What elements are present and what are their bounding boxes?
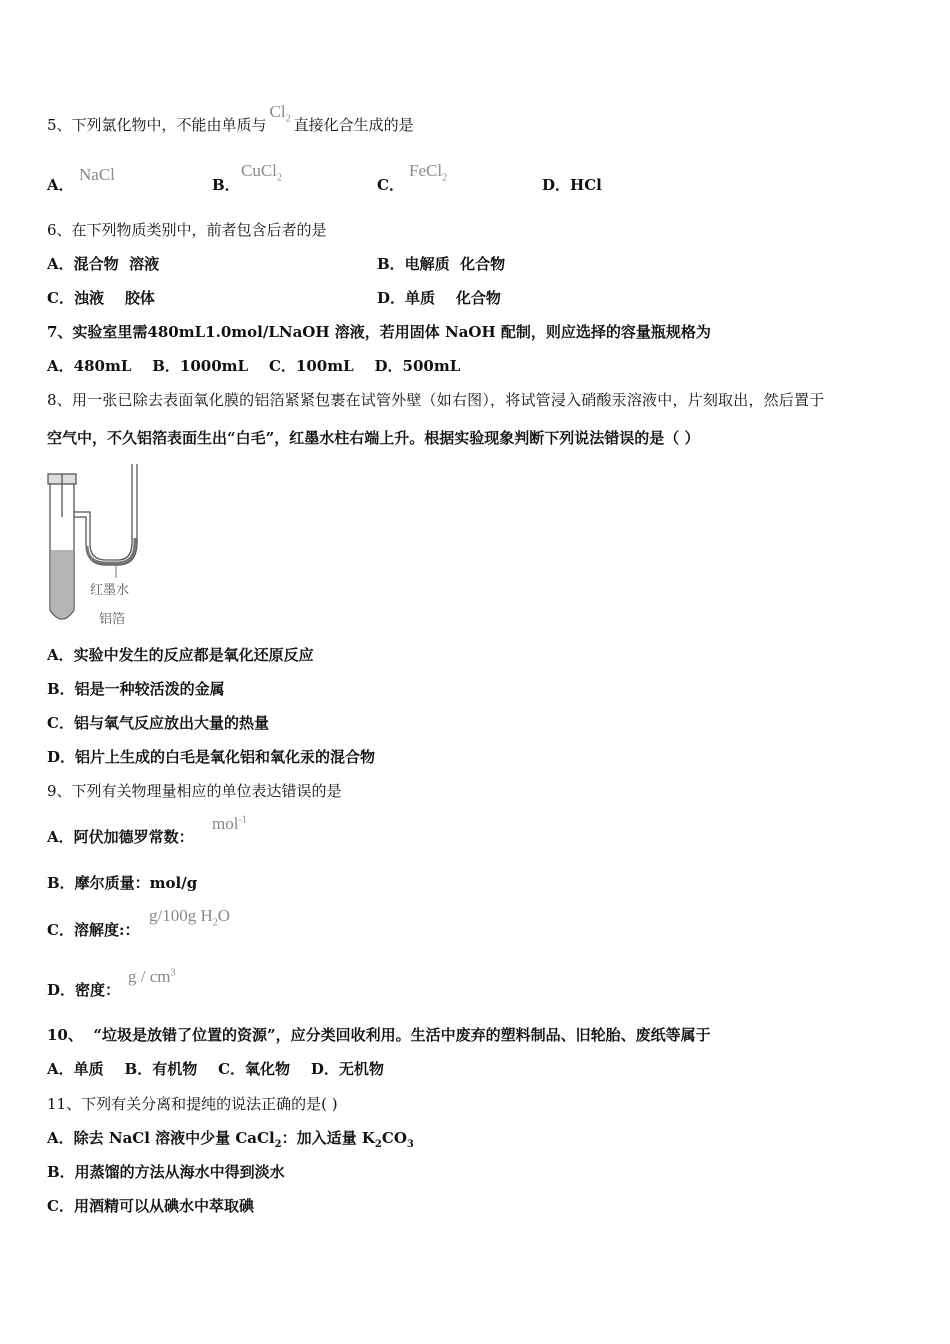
q5-option-b-formula: CuCl$_2$ (241, 161, 282, 184)
q6-option-b: B．电解质 化合物 (377, 255, 506, 273)
q5-option-d: D．HCl (542, 176, 602, 194)
q8-option-d: D．铝片上生成的白毛是氧化铝和氧化汞的混合物 (47, 748, 376, 766)
q5-option-a-formula: NaCl (79, 165, 115, 184)
q8-stem-line2: 空气中，不久铝箔表面生出“白毛”，红墨水柱右端上升。根据实验现象判断下列说法错误的是（ ） (47, 429, 700, 447)
q9-option-a-label: A．阿伏加德罗常数： (47, 828, 194, 846)
q9-option-b: B．摩尔质量：mol/g (47, 874, 198, 892)
q9-option-d-unit: g / $cm^3$ (128, 967, 176, 986)
q8-option-b: B．铝是一种较活泼的金属 (47, 680, 225, 698)
q5-option-c: C． (377, 176, 404, 194)
q10-options: A．单质 B．有机物 C．氧化物 D．无机物 (47, 1060, 384, 1078)
q9-stem: 9、下列有关物理量相应的单位表达错误的是 (47, 782, 342, 800)
q7-options: A．480mL B．1000mL C．100mL D．500mL (47, 357, 461, 375)
q5-stem-a: 5、下列氯化物中，不能由单质与 (47, 116, 267, 134)
q5-option-c-formula: FeCl$_2$ (409, 161, 448, 184)
figure-label-foil: 铝箔 (99, 612, 126, 627)
q8-figure (44, 462, 154, 632)
q6-stem: 6、在下列物质类别中，前者包含后者的是 (47, 221, 327, 239)
q7-stem: 7、实验室里需480mL1.0mol/LNaOH 溶液，若用固体 NaOH 配制，则应选择的容量瓶规格为 (47, 323, 711, 341)
q11-option-a: A．除去 NaCl 溶液中少量 CaCl$_2$：加入适量 $K_2CO_3$ (47, 1129, 414, 1150)
q10-stem: 10、 “垃圾是放错了位置的资源”，应分类回收利用。生活中废弃的塑料制品、旧轮胎、废纸等属于 (47, 1026, 711, 1044)
q6-option-c: C．浊液 胶体 (47, 289, 155, 307)
q8-option-c: C．铝与氧气反应放出大量的热量 (47, 714, 269, 732)
q8-option-a: A．实验中发生的反应都是氧化还原反应 (47, 646, 314, 664)
q11-option-c: C．用酒精可以从碘水中萃取碘 (47, 1197, 254, 1215)
q8-stem-line1: 8、用一张已除去表面氧化膜的铝箔紧紧包裹在试管外壁（如右图），将试管浸入硝酸汞溶液中，片刻取出，然后置于 (47, 391, 825, 409)
q5-stem-b: 直接化合生成的是 (293, 116, 414, 134)
q11-option-b: B．用蒸馏的方法从海水中得到淡水 (47, 1163, 285, 1181)
q5-stem (47, 102, 414, 142)
q6-option-a: A．混合物 溶液 (47, 255, 160, 273)
q6-option-d: D．单质 化合物 (377, 289, 501, 307)
q9-option-c-unit: g/100g $H_2O$ (149, 906, 231, 929)
figure-label-ink: 红墨水 (90, 583, 130, 598)
q11-stem: 11、下列有关分离和提纯的说法正确的是( ) (47, 1095, 338, 1113)
q9-option-c-label: C．溶解度:： (47, 921, 140, 939)
q9-option-a-unit: mol$^{-1}$ (212, 814, 247, 833)
q9-option-d-label: D．密度： (47, 981, 121, 999)
q5-option-b: B． (212, 176, 240, 194)
q5-stem-formula: $Cl_2$ (269, 102, 291, 125)
q5-option-a: A． (47, 176, 74, 194)
